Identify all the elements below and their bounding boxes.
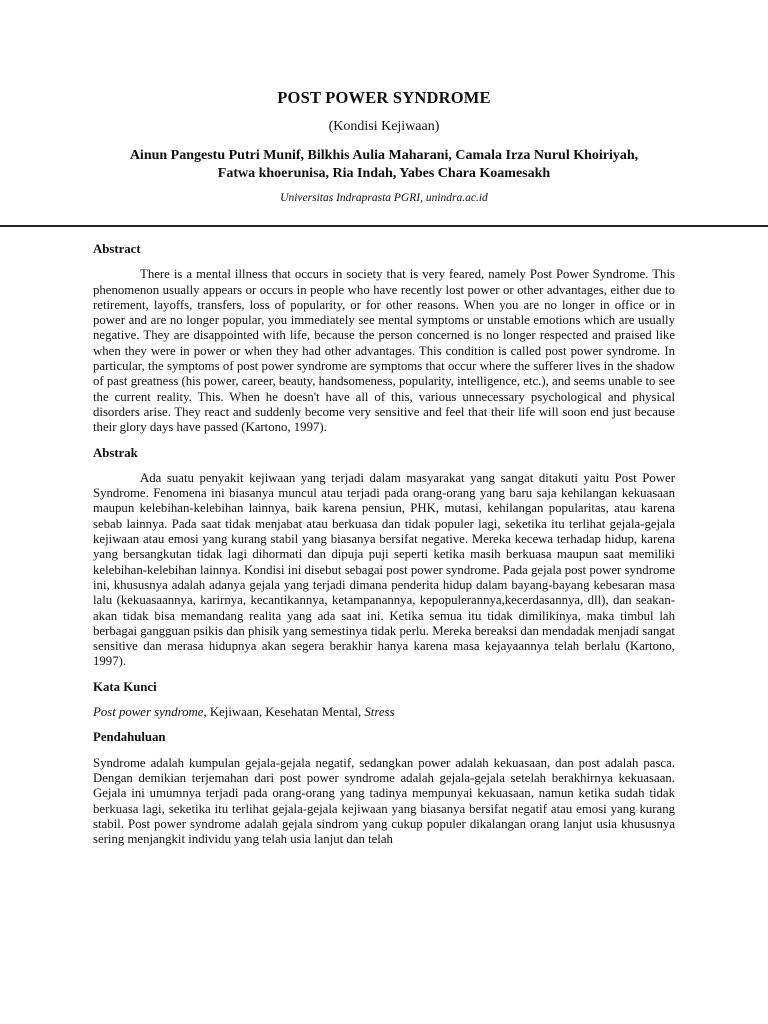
paper-title: POST POWER SYNDROME bbox=[277, 88, 491, 107]
keywords-middle: , Kejiwaan, Kesehatan Mental, bbox=[203, 705, 365, 720]
keywords-line bbox=[93, 705, 675, 720]
paper-body bbox=[93, 242, 675, 857]
abstract-heading: Abstract bbox=[93, 242, 141, 256]
header-divider bbox=[0, 225, 768, 227]
abstrak-heading: Abstrak bbox=[93, 445, 138, 460]
author-list bbox=[60, 147, 708, 183]
keyword-stress: Stress bbox=[364, 705, 395, 720]
abstract-text: There is a mental illness that occurs in society that is very feared, namely Post Power Syndrome. This phenomenon usually appears or occurs in people who have recently lost power or other advantages, either due to retirement, layoffs, transfers, loss of popularity, or for other reasons. When you are no longer in office or in power and are no longer popular, you immediately see mental symptoms or unstable emotions which are usually negative. They are disappointed with life, because the person concerned is no longer respected and praised like when they were in power or when they had other advantages. This condition is called post power syndrome. In particular, the symptoms of post power syndrome are symptoms that occur where the sufferer lives in the shadow of past greatness (his power, career, beauty, handsomeness, popularity, intelligence, etc.), and seems unable to see the current reality. This. When he doesn't have all of this, various unnecessary psychological and physical disorders arise. They react and suddenly become very sensitive and feel that their life will soon end just because their glory days have passed (Kartono, 1997). bbox=[93, 267, 675, 435]
authors-line-2: Fatwa khoerunisa, Ria Indah, Yabes Chara Koamesakh bbox=[217, 166, 551, 181]
authors-line-1: Ainun Pangestu Putri Munif, Bilkhis Aulia Maharani, Camala Irza Nurul Khoiriyah, bbox=[129, 148, 639, 163]
keywords-heading: Kata Kunci bbox=[93, 679, 157, 694]
affiliation: Universitas Indraprasta PGRI, unindra.ac.id bbox=[280, 192, 488, 204]
abstrak-text: Ada suatu penyakit kejiwaan yang terjadi dalam masyarakat yang sangat ditakuti yaitu Post Power Syndrome. Fenomena ini biasanya muncul atau terjadi pada orang-orang yang baru saja kehilangan kekuasaan maupun kelebihan-kelebihan lainnya, baik karena pensiun, PHK, mutasi, kehilangan popularitas, atau karena sebab lainnya. Pada saat tidak menjabat atau berkuasa dan tidak populer lagi, seketika itu terlihat gejala-gejala kejiwaan atau emosi yang kurang stabil yang biasanya bersifat negative. Mereka kecewa terhadap hidup, karena yang bersangkutan tidak lagi dihormati dan dipuja puji seperti ketika masih berkuasa maupun saat memiliki kelebihan-kelebihan lainnya. Kondisi ini disebut sebagai post power syndrome. Pada gejala post power syndrome ini, khususnya adalah adanya gejala yang terjadi dimana penderita hidup dalam bayang-bayang kebesaran masa lalu (kekuasaannya, karirnya, kecantikannya, ketampanannya, kepopulerannya,kecerdasannya, dll), dan seakan-akan tidak bisa memandang realita yang ada saat ini. Ketika semua itu tidak dimilikinya, maka timbul lah berbagai gangguan psikis dan phisik yang semestinya tidak perlu. Mereka bereaksi dan mendadak menjadi sangat sensitive dan merasa hidupnya akan segera berakhir hanya karena masa kejayaannya telah berlalu (Kartono, 1997). bbox=[93, 470, 675, 669]
introduction-text: Syndrome adalah kumpulan gejala-gejala negatif, sedangkan power adalah kekuasaan, dan post adalah pasca. Dengan demikian terjemahan dari post power syndrome adalah gejala-gejala setelah berakhirnya kekuasaan. Gejala ini umumnya terjadi pada orang-orang yang tadinya mempunyai kekuasaan, namun ketika sudah tidak berkuasa lagi, seketika itu terlihat gejala-gejala kejiwaan yang biasanya bersifat negatif atau emosi yang kurang stabil. Post power syndrome adalah gejala sindrom yang cukup populer dikalangan orang lanjut usia khususnya sering menjangkit individu yang telah usia lanjut dan telah bbox=[93, 755, 675, 847]
introduction-heading: Pendahuluan bbox=[93, 730, 166, 745]
paper-subtitle: (Kondisi Kejiwaan) bbox=[328, 119, 440, 134]
keyword-post-power-syndrome: Post power syndrome bbox=[93, 705, 204, 720]
